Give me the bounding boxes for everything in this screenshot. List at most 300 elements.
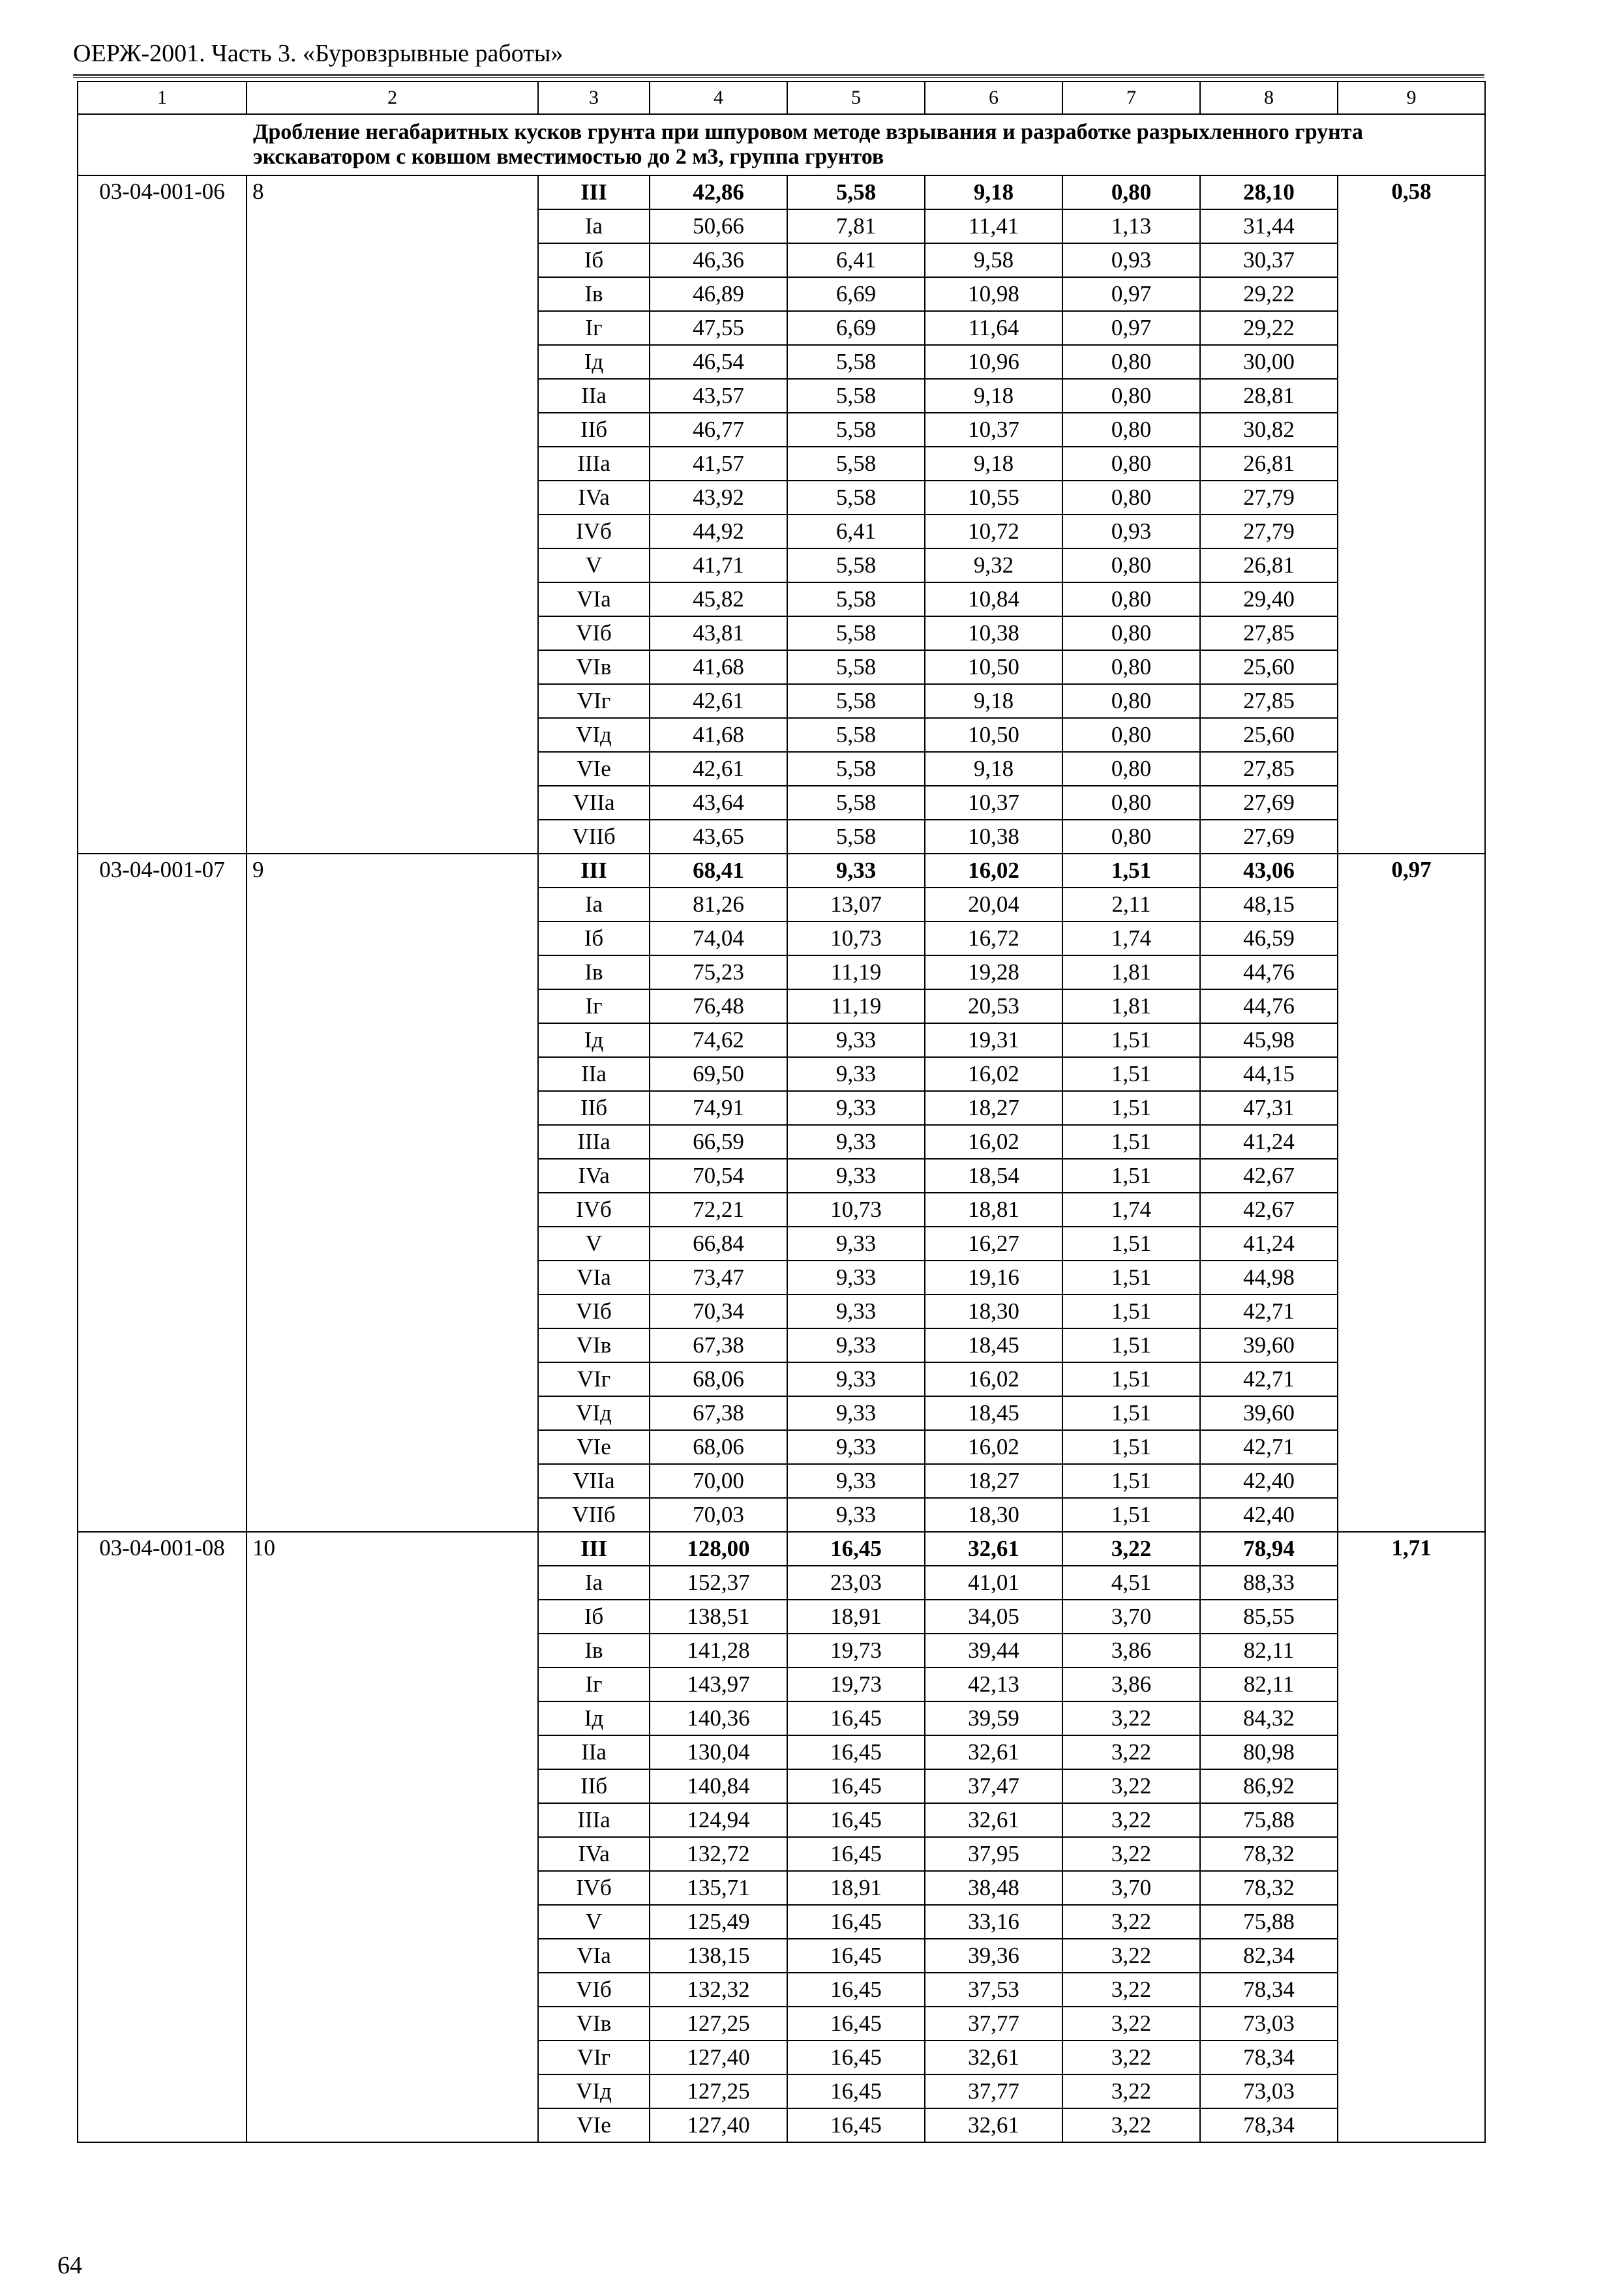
value-cell: 38,48 <box>925 1871 1062 1905</box>
value-cell: 0,80 <box>1062 447 1200 481</box>
soil-group-cell: Iд <box>538 345 650 379</box>
value-cell: 42,71 <box>1200 1362 1338 1396</box>
value-cell: 0,80 <box>1062 379 1200 413</box>
soil-group-cell: Ia <box>538 888 650 921</box>
value-cell: 32,61 <box>925 1803 1062 1837</box>
value-cell: 5,58 <box>787 684 925 718</box>
value-cell: 9,33 <box>787 854 925 888</box>
column-number-cell: 2 <box>247 82 538 114</box>
soil-group-cell: VIe <box>538 752 650 786</box>
value-cell: 6,69 <box>787 311 925 345</box>
value-cell: 9,33 <box>787 1328 925 1362</box>
value-cell: 18,30 <box>925 1294 1062 1328</box>
value-cell: 39,60 <box>1200 1396 1338 1430</box>
soil-group-cell: VIIa <box>538 786 650 820</box>
value-cell: 47,31 <box>1200 1091 1338 1125</box>
soil-group-cell: VIг <box>538 1362 650 1396</box>
column-number-cell: 1 <box>78 82 247 114</box>
value-cell: 23,03 <box>787 1566 925 1600</box>
soil-group-cell: IVб <box>538 1871 650 1905</box>
value-cell: 0,97 <box>1062 311 1200 345</box>
value-cell: 28,81 <box>1200 379 1338 413</box>
column-number-cell: 4 <box>650 82 787 114</box>
header-rule <box>73 74 1484 78</box>
value-cell: 16,45 <box>787 1939 925 1973</box>
column-9-value-cell: 1,71 <box>1338 1532 1485 2142</box>
value-cell: 7,81 <box>787 209 925 243</box>
value-cell: 70,34 <box>650 1294 787 1328</box>
value-cell: 1,74 <box>1062 921 1200 955</box>
value-cell: 46,59 <box>1200 921 1338 955</box>
value-cell: 19,28 <box>925 955 1062 989</box>
value-cell: 70,54 <box>650 1159 787 1193</box>
value-cell: 3,22 <box>1062 2041 1200 2074</box>
value-cell: 3,70 <box>1062 1600 1200 1634</box>
value-cell: 37,47 <box>925 1769 1062 1803</box>
value-cell: 6,69 <box>787 277 925 311</box>
soil-group-cell: VIa <box>538 1261 650 1294</box>
column-number-cell: 5 <box>787 82 925 114</box>
value-cell: 6,41 <box>787 243 925 277</box>
value-cell: 43,06 <box>1200 854 1338 888</box>
value-cell: 0,80 <box>1062 718 1200 752</box>
value-cell: 18,45 <box>925 1396 1062 1430</box>
value-cell: 16,45 <box>787 1735 925 1769</box>
value-cell: 10,50 <box>925 718 1062 752</box>
value-cell: 0,93 <box>1062 515 1200 548</box>
page-header: ОЕРЖ-2001. Часть 3. «Буровзрывные работы» <box>73 40 564 67</box>
value-cell: 3,22 <box>1062 1769 1200 1803</box>
value-cell: 1,51 <box>1062 1294 1200 1328</box>
value-cell: 124,94 <box>650 1803 787 1837</box>
value-cell: 43,57 <box>650 379 787 413</box>
value-cell: 85,55 <box>1200 1600 1338 1634</box>
value-cell: 78,32 <box>1200 1871 1338 1905</box>
value-cell: 82,11 <box>1200 1634 1338 1668</box>
value-cell: 10,72 <box>925 515 1062 548</box>
value-cell: 82,34 <box>1200 1939 1338 1973</box>
value-cell: 132,32 <box>650 1973 787 2007</box>
value-cell: 86,92 <box>1200 1769 1338 1803</box>
value-cell: 73,47 <box>650 1261 787 1294</box>
column-number-cell: 9 <box>1338 82 1485 114</box>
value-cell: 1,51 <box>1062 1362 1200 1396</box>
value-cell: 1,51 <box>1062 1091 1200 1125</box>
value-cell: 9,33 <box>787 1261 925 1294</box>
value-cell: 140,84 <box>650 1769 787 1803</box>
value-cell: 67,38 <box>650 1396 787 1430</box>
value-cell: 1,51 <box>1062 1430 1200 1464</box>
soil-group-cell: Iг <box>538 311 650 345</box>
value-cell: 16,72 <box>925 921 1062 955</box>
value-cell: 0,80 <box>1062 684 1200 718</box>
value-cell: 143,97 <box>650 1668 787 1701</box>
value-cell: 3,86 <box>1062 1668 1200 1701</box>
value-cell: 9,18 <box>925 447 1062 481</box>
value-cell: 1,51 <box>1062 1328 1200 1362</box>
value-cell: 18,27 <box>925 1091 1062 1125</box>
value-cell: 5,58 <box>787 413 925 447</box>
value-cell: 43,92 <box>650 481 787 515</box>
value-cell: 37,77 <box>925 2007 1062 2041</box>
value-cell: 9,18 <box>925 379 1062 413</box>
value-cell: 27,85 <box>1200 684 1338 718</box>
value-cell: 42,86 <box>650 175 787 209</box>
value-cell: 9,33 <box>787 1023 925 1057</box>
column-number-cell: 3 <box>538 82 650 114</box>
value-cell: 1,81 <box>1062 955 1200 989</box>
soil-group-cell: Iб <box>538 243 650 277</box>
value-cell: 11,64 <box>925 311 1062 345</box>
value-cell: 132,72 <box>650 1837 787 1871</box>
value-cell: 138,15 <box>650 1939 787 1973</box>
rates-table <box>77 81 1486 2143</box>
value-cell: 10,50 <box>925 650 1062 684</box>
value-cell: 3,22 <box>1062 1532 1200 1566</box>
value-cell: 0,80 <box>1062 752 1200 786</box>
value-cell: 27,79 <box>1200 515 1338 548</box>
value-cell: 5,58 <box>787 379 925 413</box>
rate-code-cell: 03-04-001-08 <box>78 1532 247 2142</box>
value-cell: 46,54 <box>650 345 787 379</box>
value-cell: 42,67 <box>1200 1159 1338 1193</box>
value-cell: 66,59 <box>650 1125 787 1159</box>
value-cell: 18,54 <box>925 1159 1062 1193</box>
soil-group-cell: IVa <box>538 481 650 515</box>
soil-group-cell: VIe <box>538 2108 650 2142</box>
value-cell: 135,71 <box>650 1871 787 1905</box>
value-cell: 16,45 <box>787 2074 925 2108</box>
value-cell: 42,71 <box>1200 1430 1338 1464</box>
value-cell: 26,81 <box>1200 447 1338 481</box>
value-cell: 37,53 <box>925 1973 1062 2007</box>
value-cell: 75,88 <box>1200 1905 1338 1939</box>
value-cell: 10,84 <box>925 582 1062 616</box>
value-cell: 1,51 <box>1062 1057 1200 1091</box>
value-cell: 44,92 <box>650 515 787 548</box>
value-cell: 0,80 <box>1062 175 1200 209</box>
table-row <box>78 854 1485 888</box>
value-cell: 5,58 <box>787 175 925 209</box>
value-cell: 27,69 <box>1200 786 1338 820</box>
value-cell: 19,73 <box>787 1668 925 1701</box>
value-cell: 46,89 <box>650 277 787 311</box>
soil-group-cell: VIIб <box>538 1498 650 1532</box>
value-cell: 68,06 <box>650 1430 787 1464</box>
value-cell: 5,58 <box>787 582 925 616</box>
value-cell: 16,45 <box>787 1905 925 1939</box>
value-cell: 69,50 <box>650 1057 787 1091</box>
soil-group-cell: IVa <box>538 1159 650 1193</box>
value-cell: 27,69 <box>1200 820 1338 854</box>
column-9-value-cell: 0,97 <box>1338 854 1485 1532</box>
value-cell: 30,82 <box>1200 413 1338 447</box>
value-cell: 45,82 <box>650 582 787 616</box>
value-cell: 3,22 <box>1062 1837 1200 1871</box>
value-cell: 31,44 <box>1200 209 1338 243</box>
value-cell: 44,98 <box>1200 1261 1338 1294</box>
value-cell: 16,45 <box>787 2007 925 2041</box>
value-cell: 1,51 <box>1062 1023 1200 1057</box>
value-cell: 5,58 <box>787 820 925 854</box>
value-cell: 5,58 <box>787 616 925 650</box>
value-cell: 5,58 <box>787 752 925 786</box>
soil-group-cell: VIб <box>538 1294 650 1328</box>
soil-group-cell: IIa <box>538 379 650 413</box>
value-cell: 0,93 <box>1062 243 1200 277</box>
value-cell: 78,34 <box>1200 2041 1338 2074</box>
soil-group-cell: VIв <box>538 1328 650 1362</box>
value-cell: 27,79 <box>1200 481 1338 515</box>
value-cell: 0,80 <box>1062 345 1200 379</box>
value-cell: 29,40 <box>1200 582 1338 616</box>
item-number-cell: 9 <box>247 854 538 1532</box>
value-cell: 2,11 <box>1062 888 1200 921</box>
soil-group-cell: VIг <box>538 684 650 718</box>
value-cell: 41,68 <box>650 650 787 684</box>
value-cell: 16,45 <box>787 1769 925 1803</box>
value-cell: 73,03 <box>1200 2007 1338 2041</box>
soil-group-cell: IIб <box>538 1769 650 1803</box>
value-cell: 78,34 <box>1200 2108 1338 2142</box>
table-body <box>78 82 1485 2142</box>
value-cell: 5,58 <box>787 718 925 752</box>
value-cell: 80,98 <box>1200 1735 1338 1769</box>
soil-group-cell: IVб <box>538 515 650 548</box>
value-cell: 42,40 <box>1200 1498 1338 1532</box>
soil-group-cell: VIб <box>538 616 650 650</box>
rate-code-cell: 03-04-001-06 <box>78 175 247 854</box>
value-cell: 1,81 <box>1062 989 1200 1023</box>
value-cell: 28,10 <box>1200 175 1338 209</box>
soil-group-cell: IIIa <box>538 1125 650 1159</box>
value-cell: 9,33 <box>787 1091 925 1125</box>
soil-group-cell: VIв <box>538 650 650 684</box>
value-cell: 0,80 <box>1062 650 1200 684</box>
value-cell: 18,91 <box>787 1871 925 1905</box>
value-cell: 5,58 <box>787 447 925 481</box>
value-cell: 48,15 <box>1200 888 1338 921</box>
value-cell: 44,76 <box>1200 989 1338 1023</box>
value-cell: 18,45 <box>925 1328 1062 1362</box>
value-cell: 10,73 <box>787 1193 925 1227</box>
value-cell: 41,57 <box>650 447 787 481</box>
soil-group-cell: IVa <box>538 1837 650 1871</box>
section-title-row <box>78 114 1485 175</box>
value-cell: 3,22 <box>1062 2108 1200 2142</box>
value-cell: 78,32 <box>1200 1837 1338 1871</box>
soil-group-cell: VIe <box>538 1430 650 1464</box>
value-cell: 16,45 <box>787 1973 925 2007</box>
value-cell: 0,80 <box>1062 481 1200 515</box>
value-cell: 42,61 <box>650 752 787 786</box>
soil-group-cell: Iв <box>538 1634 650 1668</box>
soil-group-cell: IIa <box>538 1057 650 1091</box>
value-cell: 82,11 <box>1200 1668 1338 1701</box>
soil-group-cell: IIб <box>538 1091 650 1125</box>
value-cell: 46,77 <box>650 413 787 447</box>
soil-group-cell: VIв <box>538 2007 650 2041</box>
value-cell: 5,58 <box>787 548 925 582</box>
section-title: Дробление негабаритных кусков грунта при шпуровом методе взрывания и разработке разрыхленного грунта экскаватором с ковшом вместимостью до 2 м3, группа грунтов <box>78 114 1485 175</box>
value-cell: 125,49 <box>650 1905 787 1939</box>
soil-group-cell: Iв <box>538 955 650 989</box>
value-cell: 9,33 <box>787 1464 925 1498</box>
value-cell: 10,55 <box>925 481 1062 515</box>
value-cell: 9,33 <box>787 1125 925 1159</box>
value-cell: 20,53 <box>925 989 1062 1023</box>
value-cell: 0,80 <box>1062 582 1200 616</box>
value-cell: 26,81 <box>1200 548 1338 582</box>
soil-group-cell: VIд <box>538 2074 650 2108</box>
value-cell: 10,98 <box>925 277 1062 311</box>
value-cell: 66,84 <box>650 1227 787 1261</box>
value-cell: 16,45 <box>787 1837 925 1871</box>
soil-group-cell: Iг <box>538 989 650 1023</box>
value-cell: 3,86 <box>1062 1634 1200 1668</box>
value-cell: 9,33 <box>787 1430 925 1464</box>
value-cell: 41,01 <box>925 1566 1062 1600</box>
value-cell: 16,45 <box>787 1803 925 1837</box>
value-cell: 1,13 <box>1062 209 1200 243</box>
value-cell: 16,02 <box>925 1362 1062 1396</box>
value-cell: 3,22 <box>1062 1939 1200 1973</box>
value-cell: 0,80 <box>1062 413 1200 447</box>
value-cell: 19,73 <box>787 1634 925 1668</box>
value-cell: 3,22 <box>1062 2007 1200 2041</box>
soil-group-cell: III <box>538 175 650 209</box>
value-cell: 3,22 <box>1062 2074 1200 2108</box>
value-cell: 16,02 <box>925 1125 1062 1159</box>
value-cell: 127,25 <box>650 2007 787 2041</box>
value-cell: 74,62 <box>650 1023 787 1057</box>
soil-group-cell: VIд <box>538 1396 650 1430</box>
value-cell: 16,02 <box>925 1430 1062 1464</box>
soil-group-cell: Iб <box>538 921 650 955</box>
value-cell: 0,80 <box>1062 786 1200 820</box>
value-cell: 10,37 <box>925 786 1062 820</box>
value-cell: 37,77 <box>925 2074 1062 2108</box>
value-cell: 44,76 <box>1200 955 1338 989</box>
value-cell: 19,31 <box>925 1023 1062 1057</box>
value-cell: 138,51 <box>650 1600 787 1634</box>
value-cell: 3,22 <box>1062 1735 1200 1769</box>
value-cell: 27,85 <box>1200 752 1338 786</box>
value-cell: 37,95 <box>925 1837 1062 1871</box>
value-cell: 1,51 <box>1062 1261 1200 1294</box>
soil-group-cell: VIг <box>538 2041 650 2074</box>
value-cell: 1,51 <box>1062 1464 1200 1498</box>
value-cell: 84,32 <box>1200 1701 1338 1735</box>
value-cell: 18,30 <box>925 1498 1062 1532</box>
table-row <box>78 175 1485 209</box>
value-cell: 75,88 <box>1200 1803 1338 1837</box>
value-cell: 18,91 <box>787 1600 925 1634</box>
value-cell: 20,04 <box>925 888 1062 921</box>
value-cell: 11,19 <box>787 989 925 1023</box>
soil-group-cell: III <box>538 854 650 888</box>
value-cell: 39,44 <box>925 1634 1062 1668</box>
value-cell: 73,03 <box>1200 2074 1338 2108</box>
soil-group-cell: IIIa <box>538 1803 650 1837</box>
value-cell: 3,22 <box>1062 1701 1200 1735</box>
value-cell: 0,97 <box>1062 277 1200 311</box>
value-cell: 1,51 <box>1062 1159 1200 1193</box>
value-cell: 29,22 <box>1200 311 1338 345</box>
value-cell: 9,33 <box>787 1159 925 1193</box>
value-cell: 19,16 <box>925 1261 1062 1294</box>
column-number-cell: 8 <box>1200 82 1338 114</box>
value-cell: 43,65 <box>650 820 787 854</box>
value-cell: 32,61 <box>925 2108 1062 2142</box>
value-cell: 1,51 <box>1062 1396 1200 1430</box>
value-cell: 41,71 <box>650 548 787 582</box>
value-cell: 88,33 <box>1200 1566 1338 1600</box>
soil-group-cell: VIIa <box>538 1464 650 1498</box>
value-cell: 46,36 <box>650 243 787 277</box>
value-cell: 30,00 <box>1200 345 1338 379</box>
value-cell: 10,96 <box>925 345 1062 379</box>
value-cell: 42,40 <box>1200 1464 1338 1498</box>
value-cell: 70,00 <box>650 1464 787 1498</box>
soil-group-cell: IIa <box>538 1735 650 1769</box>
column-numbers-row <box>78 82 1485 114</box>
value-cell: 42,13 <box>925 1668 1062 1701</box>
soil-group-cell: VIa <box>538 1939 650 1973</box>
value-cell: 9,18 <box>925 684 1062 718</box>
value-cell: 47,55 <box>650 311 787 345</box>
value-cell: 78,34 <box>1200 1973 1338 2007</box>
value-cell: 43,64 <box>650 786 787 820</box>
value-cell: 4,51 <box>1062 1566 1200 1600</box>
value-cell: 130,04 <box>650 1735 787 1769</box>
soil-group-cell: VIб <box>538 1973 650 2007</box>
value-cell: 32,61 <box>925 1532 1062 1566</box>
value-cell: 3,70 <box>1062 1871 1200 1905</box>
page-number: 64 <box>57 2252 82 2279</box>
value-cell: 44,15 <box>1200 1057 1338 1091</box>
soil-group-cell: V <box>538 1227 650 1261</box>
value-cell: 25,60 <box>1200 718 1338 752</box>
value-cell: 127,40 <box>650 2108 787 2142</box>
value-cell: 1,51 <box>1062 1125 1200 1159</box>
value-cell: 45,98 <box>1200 1023 1338 1057</box>
value-cell: 10,37 <box>925 413 1062 447</box>
value-cell: 11,19 <box>787 955 925 989</box>
soil-group-cell: Iд <box>538 1701 650 1735</box>
value-cell: 16,45 <box>787 1532 925 1566</box>
value-cell: 27,85 <box>1200 616 1338 650</box>
value-cell: 78,94 <box>1200 1532 1338 1566</box>
value-cell: 1,51 <box>1062 1227 1200 1261</box>
value-cell: 3,22 <box>1062 1905 1200 1939</box>
column-number-cell: 6 <box>925 82 1062 114</box>
value-cell: 9,33 <box>787 1362 925 1396</box>
value-cell: 39,60 <box>1200 1328 1338 1362</box>
value-cell: 32,61 <box>925 1735 1062 1769</box>
table-row <box>78 1532 1485 1566</box>
value-cell: 141,28 <box>650 1634 787 1668</box>
soil-group-cell: Ia <box>538 1566 650 1600</box>
value-cell: 74,91 <box>650 1091 787 1125</box>
value-cell: 50,66 <box>650 209 787 243</box>
soil-group-cell: Ia <box>538 209 650 243</box>
soil-group-cell: Iв <box>538 277 650 311</box>
soil-group-cell: Iг <box>538 1668 650 1701</box>
soil-group-cell: V <box>538 1905 650 1939</box>
value-cell: 9,33 <box>787 1294 925 1328</box>
soil-group-cell: Iб <box>538 1600 650 1634</box>
